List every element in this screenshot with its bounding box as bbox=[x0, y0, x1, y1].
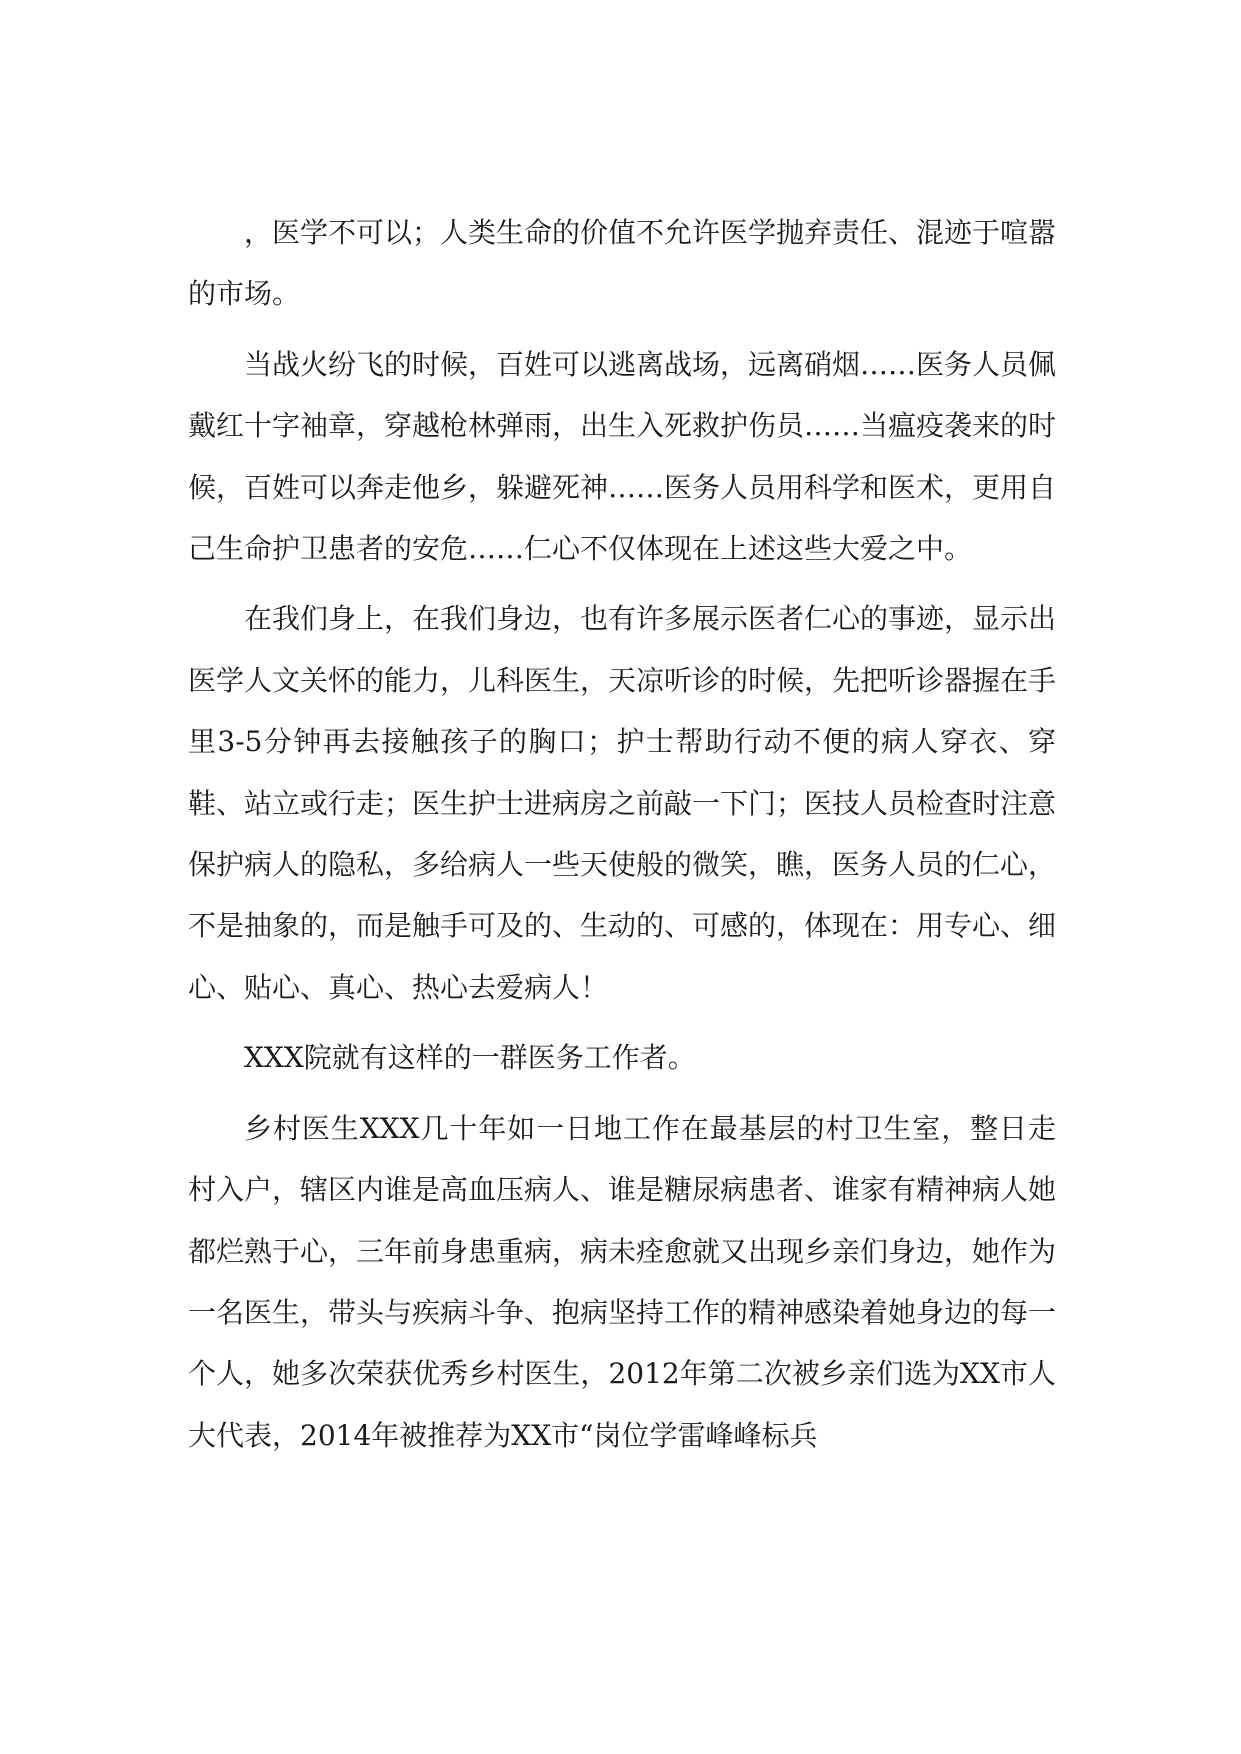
paragraph-2: 当战火纷飞的时候，百姓可以逃离战场，远离硝烟……医务人员佩戴红十字袖章，穿越枪林弹雨，出生入死救护伤员……当瘟疫袭来的时候，百姓可以奔走他乡，躲避死神……医务人员用科学和医术，更用自己生命护卫患者的安危……仁心不仅体现在上述这些大爱之中。 bbox=[188, 347, 1057, 566]
paragraph-3: 在我们身上，在我们身边，也有许多展示医者仁心的事迹，显示出医学人文关怀的能力，儿科医生，天凉听诊的时候，先把听诊器握在手里3-5分钟再去接触孩子的胸口；护士帮助行动不便的病人穿衣、穿鞋、站立或行走；医生护士进病房之前敲一下门；医技人员检查时注意保护病人的隐私，多给病人一些天使般的微笑，瞧，医务人员的仁心，不是抽象的，而是触手可及的、生动的、可感的，体现在：用专心、细心、贴心、真心、热心去爱病人！ bbox=[188, 602, 1057, 1004]
document-body bbox=[188, 202, 1056, 1475]
paragraph-4: XXX院就有这样的一群医务工作者。 bbox=[244, 1041, 696, 1075]
paragraph-5: 乡村医生XXX几十年如一日地工作在最基层的村卫生室，整日走村入户，辖区内谁是高血压病人、谁是糖尿病患者、谁家有精神病人她都烂熟于心，三年前身患重病，病未痊愈就又出现乡亲们身边，她作为一名医生，带头与疾病斗争、抱病坚持工作的精神感染着她身边的每一个人，她多次荣获优秀乡村医生，2012年第二次被乡亲们选为XX市人大代表，2014年被推荐为XX市“岗位学雷峰峰标兵 bbox=[188, 1111, 1057, 1452]
paragraph-1: ，医学不可以；人类生命的价值不允许医学抛弃责任、混迹于喧嚣的市场。 bbox=[188, 216, 1057, 311]
